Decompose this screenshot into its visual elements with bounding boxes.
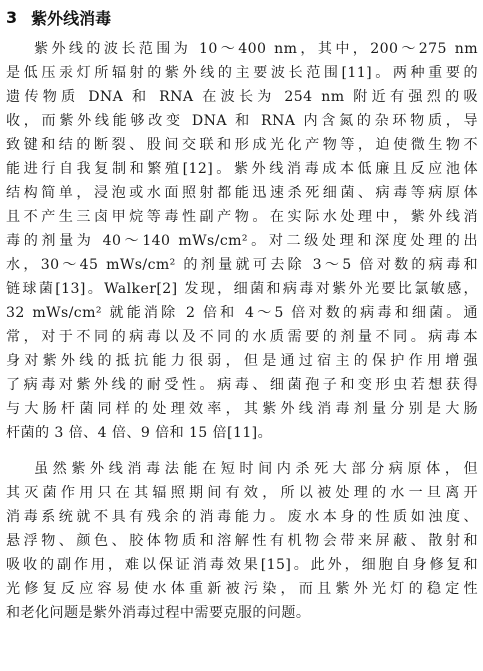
paragraph-1-line-5: 致键和结的断裂、股间交联和形成光化产物等，迫使微生物不 xyxy=(6,137,478,153)
paragraph-1-line-4: 收，而紫外线能够改变 DNA 和 RNA 内含氮的杂环物质，导 xyxy=(6,113,478,129)
paragraph-1-line-12: 32 mWs/cm² 就能消除 2 倍和 4～5 倍对数的病毒和细菌。通 xyxy=(6,305,478,321)
paragraph-1-line-13: 常，对于不同的病毒以及不同的水质需要的剂量不同。病毒本 xyxy=(6,329,478,345)
paragraph-2-line-7: 和老化问题是紫外消毒过程中需要克服的问题。 xyxy=(6,605,311,621)
paragraph-2-line-5: 吸收的副作用，难以保证消毒效果[15]。此外，细胞自身修复和 xyxy=(6,557,478,573)
paragraph-1-line-17: 杆菌的 3 倍、4 倍、9 倍和 15 倍[11]。 xyxy=(6,425,273,441)
section-heading xyxy=(6,6,111,28)
section-title: 紫外线消毒 xyxy=(31,8,112,28)
section-number: 3 xyxy=(6,7,18,27)
paragraph-2-line-1: 虽然紫外线消毒法能在短时间内杀死大部分病原体，但 xyxy=(34,461,478,477)
paragraph-2-line-6: 光修复反应容易使水体重新被污染，而且紫外光灯的稳定性 xyxy=(6,581,478,597)
paragraph-1-line-8: 且不产生三卤甲烷等毒性副产物。在实际水处理中，紫外线消 xyxy=(6,209,478,225)
paragraph-1-line-6: 能进行自我复制和繁殖[12]。紫外线消毒成本低廉且反应池体 xyxy=(6,161,478,177)
paragraph-2-line-4: 悬浮物、颜色、胶体物质和溶解性有机物会带来屏蔽、散射和 xyxy=(6,533,478,549)
paragraph-1-line-14: 身对紫外线的抵抗能力很弱，但是通过宿主的保护作用增强 xyxy=(6,353,478,369)
paragraph-1-line-1: 紫外线的波长范围为 10～400 nm，其中，200～275 nm xyxy=(34,41,478,57)
paragraph-1-line-7: 结构简单，浸泡或水面照射都能迅速杀死细菌、病毒等病原体 xyxy=(6,185,478,201)
paragraph-2-line-2: 其灭菌作用只在其辐照期间有效，所以被处理的水一旦离开 xyxy=(6,485,478,501)
paragraph-1-line-2: 是低压汞灯所辐射的紫外线的主要波长范围[11]。两种重要的 xyxy=(6,65,478,81)
paragraph-2-line-3: 消毒系统就不具有残余的消毒能力。废水本身的性质如浊度、 xyxy=(6,509,478,525)
paragraph-1-line-9: 毒的剂量为 40～140 mWs/cm²。对二级处理和深度处理的出 xyxy=(6,233,478,249)
paragraph-1-line-16: 与大肠杆菌同样的处理效率，其紫外线消毒剂量分别是大肠 xyxy=(6,401,478,417)
paragraph-1-line-3: 遗传物质 DNA 和 RNA 在波长为 254 nm 附近有强烈的吸 xyxy=(6,89,478,105)
paragraph-1-line-15: 了病毒对紫外线的耐受性。病毒、细菌孢子和变形虫若想获得 xyxy=(6,377,478,393)
paragraph-1-line-10: 水，30～45 mWs/cm² 的剂量就可去除 3～5 倍对数的病毒和 xyxy=(6,257,478,273)
paragraph-1-line-11: 链球菌[13]。Walker[2] 发现，细菌和病毒对紫外光要比氯敏感， xyxy=(6,281,478,297)
